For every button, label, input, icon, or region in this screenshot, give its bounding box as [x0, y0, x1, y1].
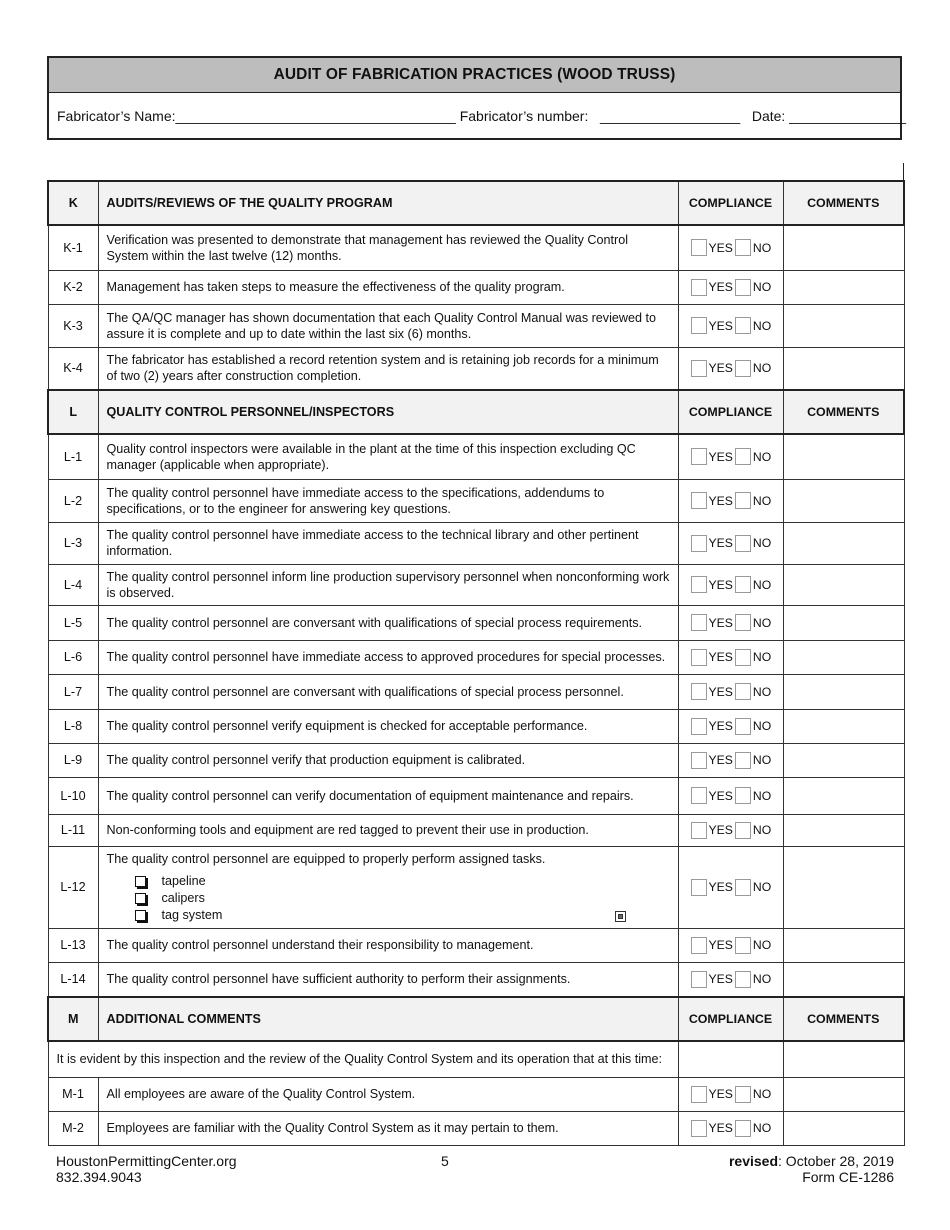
item-description — [98, 674, 678, 709]
table-row — [48, 743, 904, 777]
yes-checkbox[interactable] — [691, 279, 707, 296]
item-id — [48, 605, 98, 640]
compliance-cell — [678, 709, 783, 743]
compliance-header-text: COMPLIANCE — [688, 196, 773, 210]
compliance-cell — [678, 522, 783, 564]
item-id-text: L-9 — [63, 753, 83, 767]
form-header — [47, 56, 906, 140]
intro-text — [48, 1041, 678, 1077]
no-label: NO — [752, 536, 772, 550]
yes-checkbox[interactable] — [691, 1120, 707, 1137]
intro-text-content: It is evident by this inspection and the review of the Quality Control System and its operation that at this time: — [56, 1052, 663, 1067]
equipment-item — [135, 873, 670, 890]
checkbox-icon[interactable] — [135, 876, 146, 887]
item-text: The quality control personnel verify equipment is checked for acceptable performance. — [106, 719, 588, 733]
section-id — [48, 997, 98, 1041]
yes-checkbox[interactable] — [691, 787, 707, 804]
yes-label: YES — [708, 577, 733, 592]
item-text: The quality control personnel are conversant with qualifications of special process requirements. — [106, 615, 643, 630]
item-text: Verification was presented to demonstrate that management has reviewed the Quality Control System within the last twelve (12) months. — [106, 232, 629, 263]
no-label: NO — [752, 719, 772, 733]
table-row — [48, 564, 904, 605]
section-letter: L — [69, 405, 78, 419]
yes-checkbox[interactable] — [691, 317, 707, 334]
no-checkbox[interactable] — [735, 614, 751, 631]
equipment-item — [135, 907, 670, 924]
item-id — [48, 304, 98, 347]
no-label: NO — [752, 938, 772, 952]
item-text: The quality control personnel have immediate access to the specifications, addendums to specifications, or to the engineer for answering key questions. — [106, 485, 605, 516]
no-checkbox[interactable] — [735, 535, 751, 552]
yes-no-group — [679, 317, 783, 334]
compliance-cell — [678, 814, 783, 846]
no-checkbox[interactable] — [735, 576, 751, 593]
no-checkbox[interactable] — [735, 937, 751, 954]
compliance-cell — [678, 1111, 783, 1145]
table-row — [48, 434, 904, 479]
item-id-text: L-11 — [60, 823, 86, 837]
fabricator-fields[interactable]: Fabricator’s Name:____________________________________ Fabricator’s number: __________________ Date: _______________ — [57, 108, 906, 124]
item-description — [98, 928, 678, 962]
yes-no-group — [679, 787, 783, 804]
yes-checkbox[interactable] — [691, 971, 707, 988]
equipment-label: tapeline — [161, 874, 206, 888]
table-row — [48, 225, 904, 270]
comments-header — [783, 390, 904, 434]
compliance-cell — [678, 1041, 783, 1077]
item-text: The quality control personnel are equipped to properly perform assigned tasks. — [106, 851, 546, 866]
comments-cell[interactable] — [783, 928, 904, 962]
section-letter: M — [68, 1012, 79, 1026]
no-checkbox[interactable] — [735, 683, 751, 700]
item-id — [48, 479, 98, 522]
no-checkbox[interactable] — [735, 752, 751, 769]
item-text: The quality control personnel can verify documentation of equipment maintenance and repairs. — [106, 788, 634, 803]
yes-no-group — [679, 239, 783, 256]
item-id — [48, 1111, 98, 1145]
yes-checkbox[interactable] — [691, 649, 707, 666]
item-description — [98, 304, 678, 347]
yes-label: YES — [708, 240, 733, 255]
table-row — [48, 962, 904, 997]
comments-header-text: COMMENTS — [807, 405, 880, 419]
item-description — [98, 347, 678, 390]
no-label: NO — [752, 449, 772, 464]
table-row — [48, 304, 904, 347]
no-label: NO — [752, 493, 772, 508]
table-row — [48, 814, 904, 846]
item-id-text: L-14 — [60, 972, 86, 987]
item-id-text: L-2 — [63, 493, 83, 508]
page-number: 5 — [441, 1153, 449, 1169]
item-id — [48, 1077, 98, 1111]
yes-label: YES — [708, 823, 733, 837]
section-header-m — [48, 997, 904, 1041]
compliance-cell — [678, 928, 783, 962]
comments-cell[interactable] — [783, 605, 904, 640]
item-description — [98, 270, 678, 304]
yes-no-group — [679, 718, 783, 735]
yes-checkbox[interactable] — [691, 448, 707, 465]
comments-cell[interactable] — [783, 434, 904, 479]
comments-cell[interactable] — [783, 640, 904, 674]
comments-header — [783, 997, 904, 1041]
form-number: Form CE-1286 — [802, 1169, 894, 1185]
item-text: The QA/QC manager has shown documentation that each Quality Control Manual was reviewed to assure it is complete and up to date within the last six (6) months. — [106, 310, 657, 341]
item-description — [98, 522, 678, 564]
yes-label: YES — [708, 318, 733, 333]
compliance-cell — [678, 225, 783, 270]
no-checkbox[interactable] — [735, 1086, 751, 1103]
item-id — [48, 962, 98, 997]
no-label: NO — [752, 684, 772, 699]
compliance-cell — [678, 777, 783, 814]
item-description — [98, 605, 678, 640]
table-row — [48, 270, 904, 304]
comments-cell[interactable] — [783, 814, 904, 846]
item-text: Non-conforming tools and equipment are red tagged to prevent their use in production. — [106, 823, 589, 837]
no-checkbox[interactable] — [735, 1120, 751, 1137]
compliance-cell — [678, 1077, 783, 1111]
yes-no-group — [679, 279, 783, 296]
comments-cell[interactable] — [783, 709, 904, 743]
equipment-label: calipers — [161, 891, 205, 905]
item-id — [48, 709, 98, 743]
no-label: NO — [752, 1121, 772, 1135]
item-id-text: L-1 — [63, 449, 83, 464]
table-row — [48, 479, 904, 522]
section-title-text: AUDITS/REVIEWS OF THE QUALITY PROGRAM — [106, 196, 393, 210]
equipment-label: tag system — [161, 908, 223, 922]
audit-table — [47, 180, 905, 1146]
item-id — [48, 640, 98, 674]
yes-no-group — [679, 448, 783, 465]
item-description — [98, 814, 678, 846]
no-label: NO — [752, 240, 772, 255]
item-description — [98, 1111, 678, 1145]
checkbox-icon[interactable] — [135, 910, 146, 921]
comments-cell[interactable] — [783, 1041, 904, 1077]
compliance-header — [678, 390, 783, 434]
yes-checkbox[interactable] — [691, 614, 707, 631]
item-id-text: L-3 — [63, 536, 83, 550]
item-id-text: K-2 — [63, 280, 83, 294]
no-label: NO — [752, 650, 772, 664]
yes-label: YES — [708, 938, 733, 952]
no-label: NO — [752, 753, 772, 767]
item-id-text: L-12 — [60, 880, 86, 894]
comments-cell[interactable] — [783, 225, 904, 270]
item-id — [48, 928, 98, 962]
revised-date: : October 28, 2019 — [778, 1153, 894, 1169]
yes-no-group — [679, 971, 783, 988]
item-text: The quality control personnel inform line production supervisory personnel when nonconforming work is observed. — [106, 569, 670, 600]
table-row — [48, 347, 904, 390]
item-id-text: K-1 — [63, 240, 83, 255]
no-checkbox[interactable] — [735, 718, 751, 735]
item-text: The quality control personnel have immediate access to approved procedures for special processes. — [106, 650, 666, 664]
yes-no-group — [679, 822, 783, 839]
compliance-cell — [678, 479, 783, 522]
yes-checkbox[interactable] — [691, 360, 707, 377]
item-description — [98, 434, 678, 479]
item-id-text: K-4 — [63, 361, 83, 376]
compliance-cell — [678, 434, 783, 479]
yes-label: YES — [708, 280, 733, 294]
equipment-item — [135, 890, 670, 907]
no-checkbox[interactable] — [735, 279, 751, 296]
comments-cell[interactable] — [783, 743, 904, 777]
item-id — [48, 674, 98, 709]
comments-cell[interactable] — [783, 962, 904, 997]
additional-comments-intro-row — [48, 1041, 904, 1077]
yes-no-group — [679, 879, 783, 896]
section-title — [98, 390, 678, 434]
footer-left — [56, 1153, 237, 1185]
yes-no-group — [679, 937, 783, 954]
yes-label: YES — [708, 361, 733, 376]
no-checkbox[interactable] — [735, 879, 751, 896]
comments-cell[interactable] — [783, 522, 904, 564]
item-text: All employees are aware of the Quality Control System. — [106, 1087, 416, 1101]
yes-no-group — [679, 492, 783, 509]
yes-no-group — [679, 1086, 783, 1103]
compliance-cell — [678, 270, 783, 304]
checkbox-icon[interactable] — [135, 893, 146, 904]
no-checkbox[interactable] — [735, 360, 751, 377]
item-description — [98, 479, 678, 522]
item-text: Management has taken steps to measure the effectiveness of the quality program. — [106, 280, 565, 294]
section-id — [48, 181, 98, 225]
item-description — [98, 1077, 678, 1111]
item-id — [48, 225, 98, 270]
table-row — [48, 522, 904, 564]
compliance-header-text: COMPLIANCE — [688, 1012, 773, 1026]
item-description — [98, 743, 678, 777]
no-label: NO — [752, 318, 772, 333]
item-id — [48, 564, 98, 605]
yes-checkbox[interactable] — [691, 683, 707, 700]
yes-no-group — [679, 535, 783, 552]
compliance-header — [678, 181, 783, 225]
yes-no-group — [679, 649, 783, 666]
yes-no-group — [679, 360, 783, 377]
comments-cell[interactable] — [783, 304, 904, 347]
item-id-text: L-10 — [60, 788, 86, 803]
item-description — [98, 225, 678, 270]
no-label: NO — [752, 788, 772, 803]
yes-checkbox[interactable] — [691, 535, 707, 552]
yes-checkbox[interactable] — [691, 879, 707, 896]
table-row — [48, 674, 904, 709]
no-checkbox[interactable] — [735, 317, 751, 334]
item-id-text: L-6 — [63, 650, 83, 664]
table-row — [48, 605, 904, 640]
yes-label: YES — [708, 788, 733, 803]
section-title — [98, 997, 678, 1041]
yes-checkbox[interactable] — [691, 492, 707, 509]
item-id — [48, 347, 98, 390]
yes-checkbox[interactable] — [691, 239, 707, 256]
yes-no-group — [679, 576, 783, 593]
no-checkbox[interactable] — [735, 492, 751, 509]
yes-label: YES — [708, 972, 733, 987]
item-id — [48, 270, 98, 304]
yes-label: YES — [708, 650, 733, 664]
comments-cell[interactable] — [783, 479, 904, 522]
yes-checkbox[interactable] — [691, 822, 707, 839]
equipment-list — [135, 873, 670, 924]
item-id-text: L-7 — [63, 684, 83, 699]
item-text: The quality control personnel understand their responsibility to management. — [106, 938, 534, 952]
item-id-text: L-4 — [63, 577, 83, 592]
yes-label: YES — [708, 536, 733, 550]
compliance-cell — [678, 304, 783, 347]
item-id — [48, 777, 98, 814]
compliance-cell — [678, 674, 783, 709]
no-checkbox[interactable] — [735, 822, 751, 839]
no-label: NO — [752, 280, 772, 294]
no-checkbox[interactable] — [735, 448, 751, 465]
compliance-header-text: COMPLIANCE — [688, 405, 773, 419]
table-row — [48, 640, 904, 674]
no-label: NO — [752, 880, 772, 894]
item-description — [98, 709, 678, 743]
item-id-text: L-8 — [63, 719, 83, 733]
yes-label: YES — [708, 684, 733, 699]
footer-website[interactable]: HoustonPermittingCenter.org — [56, 1153, 237, 1169]
no-label: NO — [752, 1087, 772, 1101]
no-checkbox[interactable] — [735, 239, 751, 256]
comments-header-text: COMMENTS — [807, 196, 880, 210]
compliance-cell — [678, 846, 783, 928]
table-row — [48, 777, 904, 814]
no-label: NO — [752, 615, 772, 630]
table-row — [48, 928, 904, 962]
yes-no-group — [679, 614, 783, 631]
no-checkbox[interactable] — [735, 971, 751, 988]
compliance-cell — [678, 564, 783, 605]
yes-label: YES — [708, 1121, 733, 1135]
yes-label: YES — [708, 719, 733, 733]
item-id — [48, 846, 98, 928]
section-title-text: QUALITY CONTROL PERSONNEL/INSPECTORS — [106, 405, 395, 419]
comments-cell[interactable] — [783, 846, 904, 928]
yes-label: YES — [708, 880, 733, 894]
compliance-cell — [678, 347, 783, 390]
comments-cell[interactable] — [783, 270, 904, 304]
item-description — [98, 640, 678, 674]
no-label: NO — [752, 361, 772, 376]
compliance-cell — [678, 605, 783, 640]
item-text: The quality control personnel are conversant with qualifications of special process personnel. — [106, 684, 624, 699]
item-id-text: L-5 — [63, 615, 83, 630]
yes-label: YES — [708, 753, 733, 767]
revised-label: revised — [728, 1153, 779, 1169]
section-title — [98, 181, 678, 225]
compliance-header — [678, 997, 783, 1041]
table-row — [48, 1111, 904, 1145]
section-header-k — [48, 181, 904, 225]
section-id — [48, 390, 98, 434]
item-description — [98, 846, 678, 928]
item-description — [98, 564, 678, 605]
item-id — [48, 743, 98, 777]
no-label: NO — [752, 972, 772, 987]
comments-cell[interactable] — [783, 564, 904, 605]
no-label: NO — [752, 577, 772, 592]
yes-label: YES — [708, 615, 733, 630]
item-text: The fabricator has established a record retention system and is retaining job records for a minimum of two (2) years after construction completion. — [106, 353, 659, 384]
comments-header-text: COMMENTS — [807, 1012, 880, 1026]
comments-header — [783, 181, 904, 225]
table-row — [48, 709, 904, 743]
item-text: The quality control personnel have immediate access to the technical library and other pertinent information. — [106, 528, 639, 558]
yes-checkbox[interactable] — [691, 1086, 707, 1103]
form-title: AUDIT OF FABRICATION PRACTICES (WOOD TRUSS) — [49, 58, 900, 93]
comments-cell[interactable] — [783, 777, 904, 814]
comments-cell[interactable] — [783, 1111, 904, 1145]
table-row — [48, 846, 904, 928]
item-text: The quality control personnel verify that production equipment is calibrated. — [106, 753, 526, 767]
item-text: Quality control inspectors were available in the plant at the time of this inspection excluding QC manager (applicable when appropriate). — [106, 441, 636, 472]
yes-checkbox[interactable] — [691, 752, 707, 769]
item-id-text: K-3 — [63, 318, 83, 333]
item-text: The quality control personnel have sufficient authority to perform their assignments. — [106, 972, 571, 987]
item-id-text: L-13 — [60, 938, 86, 952]
yes-label: YES — [708, 449, 733, 464]
yes-no-group — [679, 683, 783, 700]
yes-no-group — [679, 1120, 783, 1137]
item-id — [48, 434, 98, 479]
yes-no-group — [679, 752, 783, 769]
yes-checkbox[interactable] — [691, 718, 707, 735]
no-checkbox[interactable] — [735, 649, 751, 666]
compliance-cell — [678, 962, 783, 997]
footer-right — [729, 1153, 894, 1185]
item-id-text: M-1 — [62, 1087, 84, 1101]
section-letter: K — [68, 196, 78, 210]
section-header-l — [48, 390, 904, 434]
item-id — [48, 522, 98, 564]
item-description — [98, 962, 678, 997]
footer-phone: 832.394.9043 — [56, 1169, 142, 1185]
no-checkbox[interactable] — [735, 787, 751, 804]
item-id-text: M-2 — [62, 1121, 84, 1135]
item-id — [48, 814, 98, 846]
compliance-cell — [678, 640, 783, 674]
yes-label: YES — [708, 493, 733, 508]
item-text: Employees are familiar with the Quality Control System as it may pertain to them. — [106, 1121, 559, 1135]
compliance-cell — [678, 743, 783, 777]
comments-cell[interactable] — [783, 347, 904, 390]
section-title-text: ADDITIONAL COMMENTS — [106, 1012, 261, 1026]
yes-checkbox[interactable] — [691, 937, 707, 954]
form-field-icon — [615, 911, 626, 922]
comments-cell[interactable] — [783, 1077, 904, 1111]
yes-label: YES — [708, 1087, 733, 1101]
yes-checkbox[interactable] — [691, 576, 707, 593]
comments-cell[interactable] — [783, 674, 904, 709]
item-description — [98, 777, 678, 814]
no-label: NO — [752, 823, 772, 837]
table-row — [48, 1077, 904, 1111]
